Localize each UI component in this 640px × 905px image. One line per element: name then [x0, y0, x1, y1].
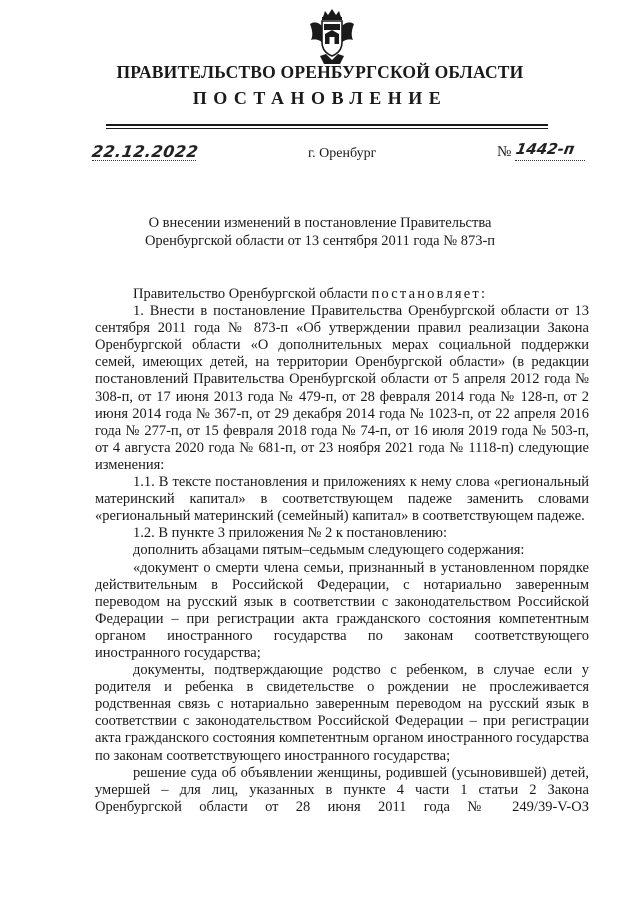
- subject-line-2: Оренбургской области от 13 сентября 2011 года № 873-п: [144, 233, 496, 249]
- quoted-paragraph-3: решение суда об объявлении женщины, родившей (усыновившей) детей, умершей – для лиц, указанных в пункте 4 части 1 статьи 2 Закона Оренбургской области от 28 июня 2011 года № 249/39-V-ОЗ: [95, 764, 589, 815]
- number-underline: [515, 160, 585, 161]
- document-date: 22.12.2022: [90, 142, 200, 161]
- coat-of-arms-icon: [306, 8, 358, 66]
- subject-line-1: О внесении изменений в постановление Правительства: [148, 215, 492, 231]
- header-rule-thick: [106, 124, 548, 126]
- document-type-title: ПОСТАНОВЛЕНИЕ: [192, 88, 448, 108]
- intro-prefix: Правительство Оренбургской области: [133, 286, 368, 302]
- document-subject: [0, 214, 640, 250]
- header-rule-thin: [106, 128, 548, 129]
- paragraph-1-2: 1.2. В пункте 3 приложения № 2 к постановлению:: [133, 525, 448, 542]
- document-city: г. Оренбург: [308, 146, 377, 161]
- government-name: ПРАВИТЕЛЬСТВО ОРЕНБУРГСКОЙ ОБЛАСТИ: [116, 62, 524, 82]
- intro-paragraph: [95, 286, 589, 303]
- paragraph-addition: дополнить абзацами пятым–седьмым следующего содержания:: [133, 542, 525, 559]
- paragraph-1-1: 1.1. В тексте постановления и приложениях к нему слова «региональный материнский капитал» в соответствующем падеже заменить словами «региональный материнский (семейный) капитал» в соответствующем падеже.: [95, 474, 589, 525]
- date-underline: [92, 160, 196, 161]
- quoted-paragraph-2: документы, подтверждающие родство с ребенком, в случае если у родителя и ребенка в свидетельстве о рождении не прослеживается родственная связь с нотариально заверенным переводом на русский язык в соответствии с законодательством Российской Федерации – при регистрации акта гражданского состояния компетентным органом иностранного государства по законам соответствующего иностранного государства;: [95, 662, 589, 764]
- intro-verb: постановляет:: [371, 286, 488, 302]
- document-number: 1442-п: [514, 140, 576, 158]
- quoted-paragraph-1: «документ о смерти члена семьи, признанный в установленном порядке действительным в Российской Федерации, с нотариально заверенным переводом на русский язык в соответствии с законодательством Российской Федерации – при регистрации акта гражданского состояния компетентным органом иностранного государства по законам соответствующего иностранного государства;: [95, 559, 589, 661]
- document-body: [95, 286, 589, 816]
- number-label: №: [497, 144, 512, 160]
- paragraph-1: 1. Внести в постановление Правительства Оренбургской области от 13 сентября 2011 года № 873-п «Об утверждении правил реализации Закона Оренбургской области «О дополнительных мерах социальной поддержки семей, имеющих детей, на территории Оренбургской области» (в редакции постановлений Правительства Оренбургской области от 5 апреля 2012 года № 308-п, от 17 июня 2013 года № 479-п, от 28 февраля 2014 года № 128-п, от 2 июня 2014 года № 367-п, от 29 декабря 2014 года № 1023-п, от 22 апреля 2016 года № 277-п, от 15 февраля 2018 года № 74-п, от 16 июля 2019 года № 503-п, от 4 августа 2020 года № 681-п, от 23 ноября 2021 года № 1118-п) следующие изменения:: [95, 303, 589, 473]
